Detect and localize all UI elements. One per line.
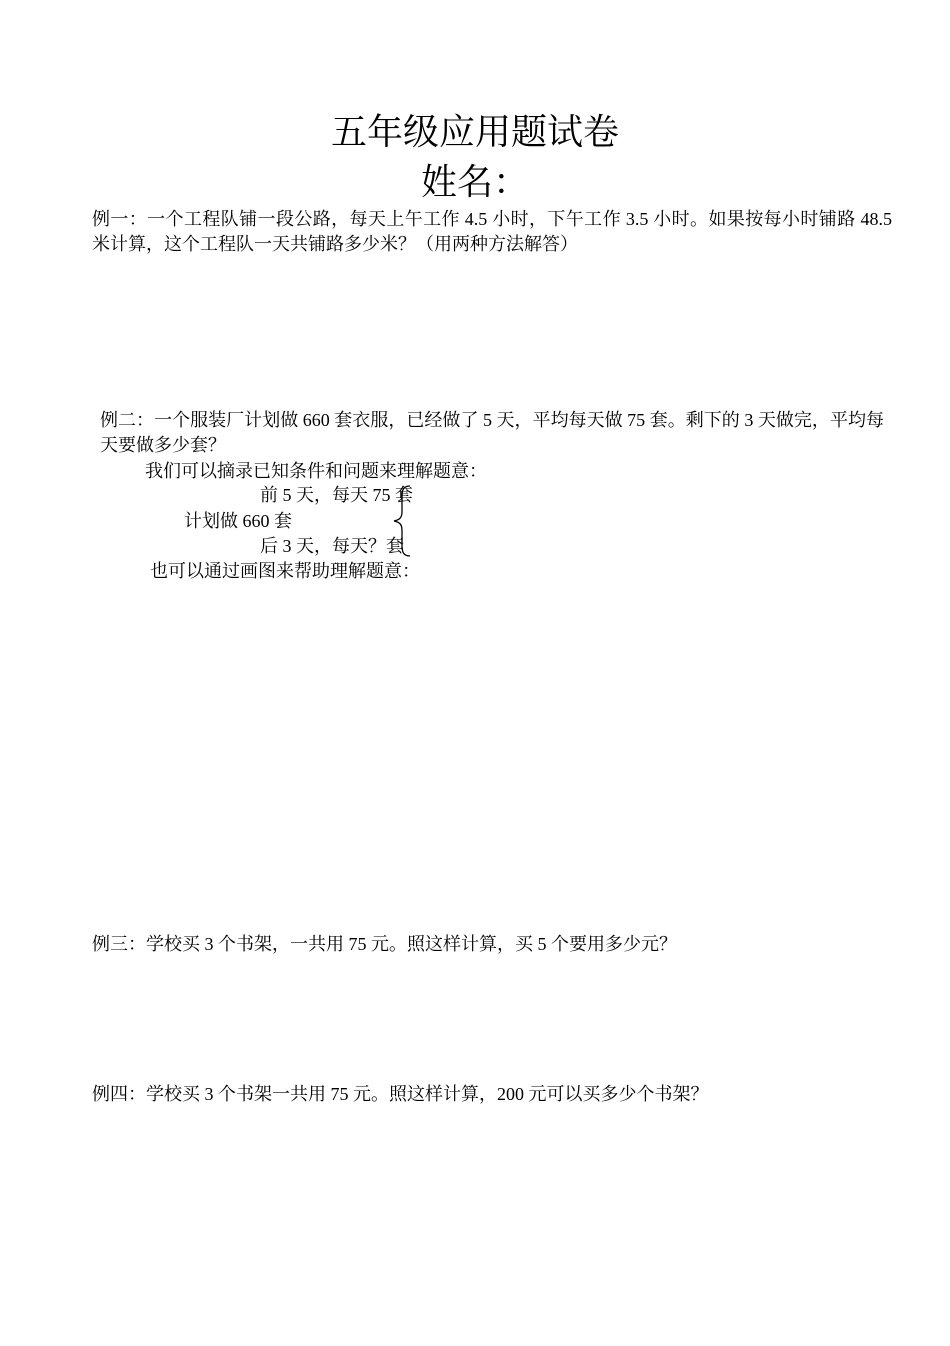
page-title: 五年级应用题试卷 bbox=[330, 112, 619, 152]
example-1-text: 例一：一个工程队铺一段公路，每天上午工作 4.5 小时，下午工作 3.5 小时。如果按每小时铺路 48.5 米计算，这个工程队一天共铺路多少米？（用两种方法解答） bbox=[92, 209, 892, 254]
example-2-second-part: 后 3 天，每天？套 bbox=[260, 536, 404, 556]
example-4-text: 例四：学校买 3 个书架一共用 75 元。照这样计算，200 元可以买多少个书架？ bbox=[92, 1084, 709, 1104]
curly-brace-icon bbox=[390, 484, 420, 558]
example-3-text: 例三：学校买 3 个书架，一共用 75 元。照这样计算，买 5 个要用多少元？ bbox=[92, 934, 677, 954]
example-2-text: 例二：一个服装厂计划做 660 套衣服，已经做了 5 天，平均每天做 75 套。剩下的 3 天做完，平均每天要做多少套？ bbox=[100, 410, 884, 455]
example-2-first-part: 前 5 天，每天 75 套 bbox=[260, 485, 413, 505]
example-2-diagram-hint: 也可以通过画图来帮助理解题意： bbox=[150, 561, 420, 581]
example-2-plan: 计划做 660 套 bbox=[184, 511, 292, 531]
example-2-hint-intro: 我们可以摘录已知条件和问题来理解题意： bbox=[145, 461, 487, 481]
name-label: 姓名： bbox=[420, 162, 529, 202]
